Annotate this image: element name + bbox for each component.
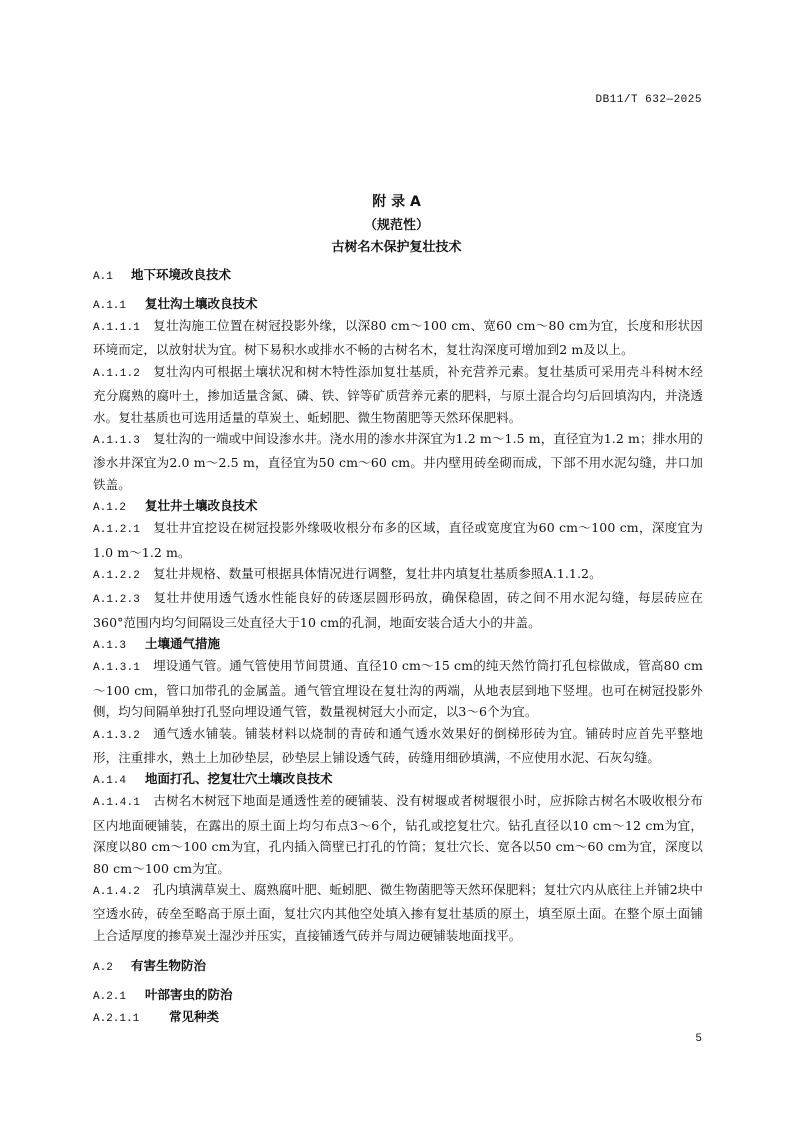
clause-number: A.1.4.2 (93, 885, 140, 898)
clause-number: A.1.2.2 (93, 570, 140, 583)
clause-a111 (93, 315, 703, 361)
clause-number: A.1.4.1 (93, 797, 140, 810)
clause-a142 (93, 879, 703, 946)
clause-text: 复壮沟的一端或中间设渗水井。浇水用的渗水井深宜为1.2 m～1.5 m，直径宜为1.2 m；排水用的渗水井深宜为2.0 m～2.5 m，直径宜为50 cm～60 cm。井内壁用砖垒砌而成，下部不用水泥勾缝，井口加铁盖。 (93, 431, 703, 492)
section-title: 地面打孔、挖复壮穴土壤改良技术 (145, 771, 333, 787)
clause-number: A.1.2.3 (93, 594, 140, 607)
clause-a123 (93, 587, 703, 633)
clause-number: A.1.2.1 (93, 524, 140, 537)
clause-text: 复壮井规格、数量可根据具体情况进行调整，复壮井内填复壮基质参照A.1.1.2。 (153, 566, 602, 582)
clause-a121 (93, 517, 703, 563)
clause-text: 复壮沟施工位置在树冠投影外缘，以深80 cm～100 cm、宽60 cm～80 cm为宜，长度和形状因环境而定，以放射状为宜。树下易积水或排水不畅的古树名木，复壮沟深度可增加到2 m及以上。 (93, 318, 703, 358)
section-number: A.1.3 (93, 640, 127, 653)
section-title: 土壤通气措施 (145, 636, 221, 652)
clause-number: A.1.1.3 (93, 435, 140, 448)
section-heading-a21 (93, 984, 703, 1006)
section-heading-a2 (93, 955, 703, 977)
section-number: A.1 (93, 271, 113, 283)
appendix-title: 附 录 A (372, 194, 421, 210)
section-title: 叶部害虫的防治 (145, 987, 233, 1003)
clause-number: A.1.3.2 (93, 729, 140, 742)
appendix-name: 古树名木保护复壮技术 (331, 240, 462, 255)
clause-text: 复壮井使用透气透水性能良好的砖逐层圆形码放，确保稳固，砖之间不用水泥勾缝，每层砖应在360°范围内均匀间隔设三处直径大于10 cm的孔洞，地面安装合适大小的井盖。 (93, 590, 703, 630)
clause-a122 (93, 563, 703, 587)
clause-text: 通气透水铺装。铺装材料以烧制的青砖和通气透水效果好的倒梯形砖为宜。铺砖时应首先平整地形，注重排水，熟土上加砂垫层，砂垫层上铺设透气砖，砖缝用细砂填满，不应使用水泥、石灰勾缝。 (93, 725, 703, 765)
clause-text: 埋设通气管。通气管使用节间贯通、直径10 cm～15 cm的纯天然竹筒打孔包棕做成，管高80 cm～100 cm，管口加带孔的金属盖。通气管宜埋设在复壮沟的两端，从地表层到地下竖埋。也可在树冠投影外侧，均匀间隔单独打孔竖向埋设通气管，数量视树冠大小而定，以3～6个为宜。 (93, 658, 703, 720)
document-body (93, 262, 703, 1028)
clause-number: A.1.1.1 (93, 322, 140, 334)
clause-a113 (93, 428, 703, 495)
page-number: 5 (695, 1033, 702, 1045)
section-title: 有害生物防治 (131, 958, 207, 974)
clause-number: A.1.1.2 (93, 367, 140, 380)
section-number: A.2 (93, 962, 113, 975)
clause-text: 古树名木树冠下地面是通透性差的硬铺装、没有树堰或者树堰很小时，应拆除古树名木吸收根分布区内地面硬铺装，在露出的原土面上均匀布点3～6个，钻孔或挖复壮穴。钻孔直径以10 cm～12 cm为宜，深度以80 cm～100 cm为宜，孔内插入筒壁已打孔的竹筒；复壮穴长、宽各以50 cm～60 cm为宜，深度以80 cm～100 cm为宜。 (93, 793, 703, 876)
clause-a131 (93, 655, 703, 722)
clause-number: A.1.3.1 (93, 662, 140, 675)
section-title: 地下环境改良技术 (131, 267, 232, 282)
section-number: A.2.1 (93, 991, 127, 1004)
section-heading-a211 (93, 1006, 703, 1028)
clause-text: 孔内填满草炭土、腐熟腐叶肥、蚯蚓肥、微生物菌肥等天然环保肥料；复壮穴内从底往上并铺2块中空透水砖，砖垒至略高于原土面，复壮穴内其他空处填入掺有复壮基质的原土，填至原土面。在整个原土面铺上合适厚度的掺草炭土湿沙并压实，直接铺透气砖并与周边硬铺装地面找平。 (93, 881, 703, 943)
clause-a112 (93, 361, 703, 428)
section-heading-a1 (93, 264, 703, 286)
appendix-type: （规范性） (363, 218, 429, 233)
spacer (93, 946, 703, 953)
section-number: A.1.4 (93, 775, 127, 788)
clause-a141 (93, 790, 703, 879)
section-heading-a14 (93, 768, 703, 790)
section-number: A.1.2 (93, 502, 127, 515)
section-heading-a11 (93, 293, 703, 315)
section-title: 复壮沟土壤改良技术 (145, 296, 258, 311)
section-number: A.2.1.1 (93, 1013, 140, 1026)
section-number: A.1.1 (93, 300, 127, 312)
clause-a132 (93, 723, 703, 769)
clause-text: 复壮沟内可根据土壤状况和树木特性添加复壮基质，补充营养元素。复壮基质可采用壳斗科树木经充分腐熟的腐叶土，掺加适量含氮、磷、铁、锌等矿质营养元素的肥料，与原土混合均匀后回填沟内，并浇透水。复壮基质也可选用适量的草炭土、蚯蚓肥、微生物菌肥等天然环保肥料。 (93, 363, 703, 425)
section-heading-a13 (93, 633, 703, 655)
clause-text: 复壮井宜挖设在树冠投影外缘吸收根分布多的区域，直径或宽度宜为60 cm～100 cm，深度宜为1.0 m～1.2 m。 (93, 520, 703, 560)
section-title: 复壮井土壤改良技术 (145, 498, 258, 514)
section-heading-a12 (93, 495, 703, 517)
section-title: 常见种类 (169, 1009, 220, 1025)
document-code: DB11/T 632—2025 (595, 94, 702, 106)
